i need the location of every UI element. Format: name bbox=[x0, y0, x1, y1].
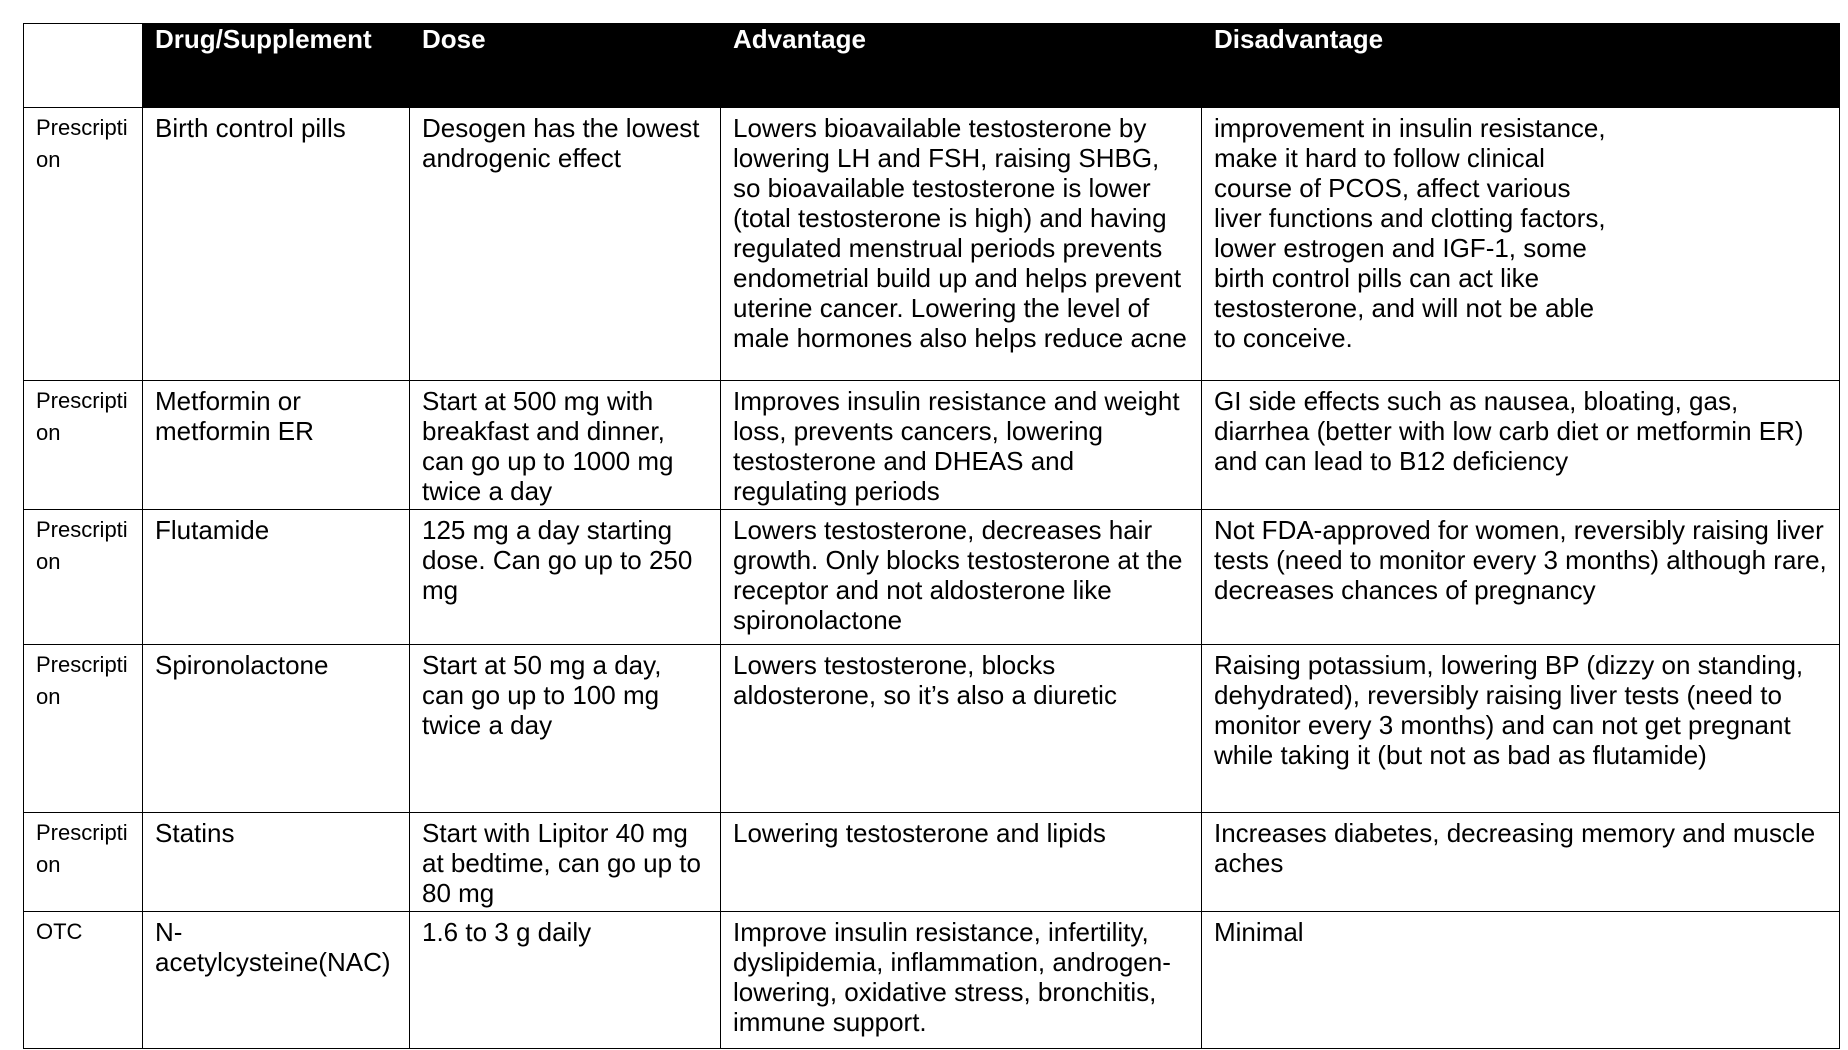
advantage-cell bbox=[721, 381, 1202, 510]
drug-cell bbox=[143, 813, 410, 912]
disadvantage-text: Minimal bbox=[1214, 917, 1304, 947]
type-label: Prescription bbox=[36, 115, 128, 172]
advantage-text: Improve insulin resistance, infertility, dyslipidemia, inflammation, androgen-lowering, oxidative stress, bronchitis, immune support. bbox=[733, 917, 1171, 1037]
advantage-text: Lowers testosterone, blocks aldosterone, so it’s also a diuretic bbox=[733, 650, 1117, 710]
type-cell bbox=[24, 381, 143, 510]
drug-cell bbox=[143, 510, 410, 645]
drug-name: Spironolactone bbox=[155, 650, 329, 680]
advantage-text: Lowers bioavailable testosterone by lowering LH and FSH, raising SHBG, so bioavailable testosterone is lower (total testosterone is high) and having regulated menstrual periods prevents endometrial build up and helps prevent uterine cancer. Lowering the level of male hormones also helps reduce acne bbox=[733, 113, 1187, 353]
type-label: Prescription bbox=[36, 652, 128, 709]
drug-name: Flutamide bbox=[155, 515, 270, 545]
disadvantage-text: improvement in insulin resistance, make it hard to follow clinical course of PCOS, affect various liver functions and clotting factors, lower estrogen and IGF-1, some birth control pills can act like testosterone, and will not be able to conceive. bbox=[1214, 113, 1606, 353]
type-cell bbox=[24, 510, 143, 645]
drug-cell bbox=[143, 108, 410, 381]
type-label: Prescription bbox=[36, 517, 128, 574]
dose-text: Start with Lipitor 40 mg at bedtime, can go up to 80 mg bbox=[422, 818, 701, 908]
disadvantage-cell bbox=[1202, 813, 1840, 912]
dose-cell bbox=[410, 912, 721, 1049]
table-row bbox=[24, 912, 1840, 1049]
type-cell bbox=[24, 645, 143, 813]
type-cell bbox=[24, 813, 143, 912]
drug-name: Metformin or metformin ER bbox=[155, 386, 314, 446]
table-row bbox=[24, 645, 1840, 813]
advantage-cell bbox=[721, 645, 1202, 813]
type-cell bbox=[24, 108, 143, 381]
type-label: Prescription bbox=[36, 820, 128, 877]
header-cell-type bbox=[24, 24, 143, 108]
dose-text: Start at 50 mg a day, can go up to 100 mg twice a day bbox=[422, 650, 662, 740]
table-row bbox=[24, 381, 1840, 510]
drug-cell bbox=[143, 645, 410, 813]
drug-name: N- acetylcysteine(NAC) bbox=[155, 917, 391, 977]
header-cell-dose: Dose bbox=[410, 24, 721, 108]
table-row bbox=[24, 813, 1840, 912]
advantage-cell bbox=[721, 912, 1202, 1049]
table-row bbox=[24, 510, 1840, 645]
drug-name: Statins bbox=[155, 818, 235, 848]
drug-cell bbox=[143, 381, 410, 510]
advantage-cell bbox=[721, 108, 1202, 381]
disadvantage-cell bbox=[1202, 912, 1840, 1049]
dose-cell bbox=[410, 645, 721, 813]
advantage-cell bbox=[721, 813, 1202, 912]
type-cell bbox=[24, 912, 143, 1049]
type-label: Prescription bbox=[36, 388, 128, 445]
header-cell-advantage: Advantage bbox=[721, 24, 1202, 108]
header-row bbox=[24, 24, 1840, 108]
type-label: OTC bbox=[36, 919, 83, 944]
header-cell-drug: Drug/Supplement bbox=[143, 24, 410, 108]
disadvantage-cell bbox=[1202, 645, 1840, 813]
disadvantage-text: Raising potassium, lowering BP (dizzy on standing, dehydrated), reversibly raising liver tests (need to monitor every 3 months) and can not get pregnant while taking it (but not as bad as flutamide) bbox=[1214, 650, 1804, 770]
disadvantage-text: GI side effects such as nausea, bloating, gas, diarrhea (better with low carb diet or metformin ER) and can lead to B12 deficiency bbox=[1214, 386, 1804, 476]
disadvantage-text: Increases diabetes, decreasing memory and muscle aches bbox=[1214, 818, 1816, 878]
dose-text: Start at 500 mg with breakfast and dinner, can go up to 1000 mg twice a day bbox=[422, 386, 674, 506]
advantage-text: Lowers testosterone, decreases hair growth. Only blocks testosterone at the receptor and not aldosterone like spironolactone bbox=[733, 515, 1183, 635]
table-body bbox=[24, 108, 1840, 1049]
dose-cell bbox=[410, 108, 721, 381]
advantage-text: Lowering testosterone and lipids bbox=[733, 818, 1106, 848]
drug-name: Birth control pills bbox=[155, 113, 346, 143]
advantage-text: Improves insulin resistance and weight loss, prevents cancers, lowering testosterone and DHEAS and regulating periods bbox=[733, 386, 1180, 506]
dose-cell bbox=[410, 381, 721, 510]
advantage-cell bbox=[721, 510, 1202, 645]
dose-text: 1.6 to 3 g daily bbox=[422, 917, 592, 947]
disadvantage-text: Not FDA-approved for women, reversibly raising liver tests (need to monitor every 3 months) although rare, decreases chances of pregnancy bbox=[1214, 515, 1827, 605]
disadvantage-cell bbox=[1202, 381, 1840, 510]
dose-cell bbox=[410, 510, 721, 645]
drug-cell bbox=[143, 912, 410, 1049]
header-cell-disadvantage: Disadvantage bbox=[1202, 24, 1840, 108]
dose-text: Desogen has the lowest androgenic effect bbox=[422, 113, 700, 173]
dose-text: 125 mg a day starting dose. Can go up to 250 mg bbox=[422, 515, 693, 605]
disadvantage-cell bbox=[1202, 510, 1840, 645]
drug-comparison-table bbox=[23, 23, 1840, 1049]
table-row bbox=[24, 108, 1840, 381]
dose-cell bbox=[410, 813, 721, 912]
disadvantage-cell bbox=[1202, 108, 1840, 381]
table-header bbox=[24, 24, 1840, 108]
